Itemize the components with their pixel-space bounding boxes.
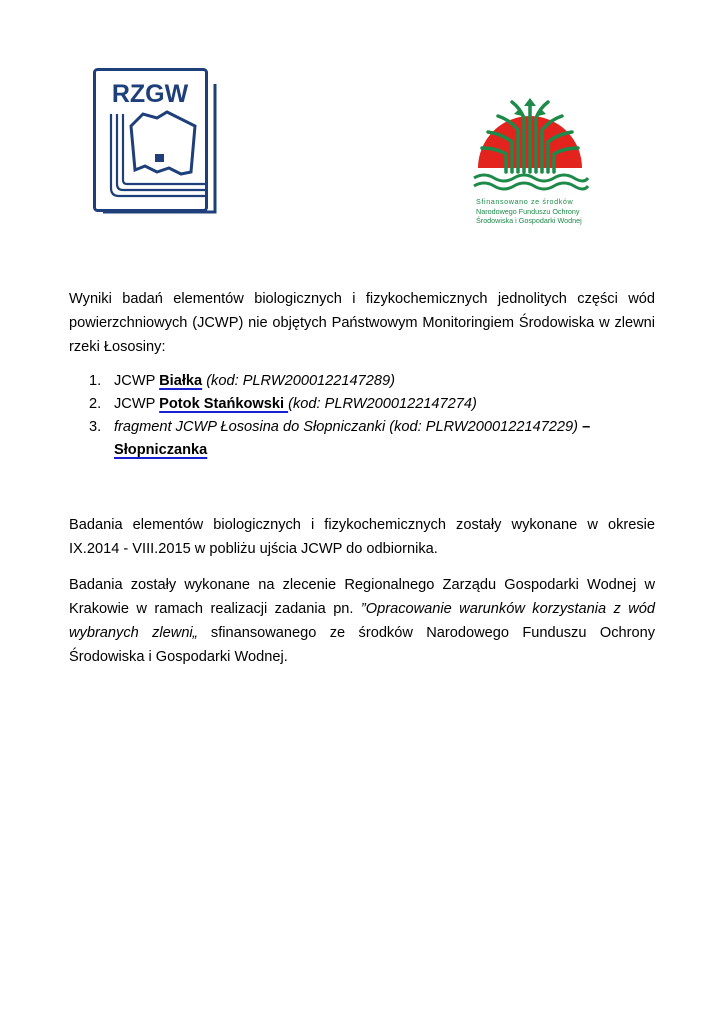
list-item-prefix: JCWP: [114, 373, 160, 389]
intro-paragraph: Wyniki badań elementów biologicznych i fizykochemicznych jednolitych części wód powierzchniowych (JCWP) nie objętych Państwowym Monitoringiem Środowiska w zlewni rzeki Łososiny:: [69, 291, 655, 355]
nfosigw-caption-line: Narodowego Funduszu Ochrony: [476, 206, 580, 216]
jcwp-code: (kod: PLRW2000122147289): [202, 373, 395, 389]
task-title: ”Opracowanie warunków korzystania z wód wybranych zlewni„: [69, 601, 655, 641]
list-item: [89, 416, 649, 462]
dash: –: [582, 419, 591, 435]
nfosigw-caption-line: Sfinansowano ze środków: [476, 197, 574, 206]
list-item: [89, 393, 649, 416]
nfosigw-caption: [476, 197, 606, 226]
jcwp-list: [89, 370, 649, 462]
nfosigw-caption-line: Środowiska i Gospodarki Wodnej: [476, 216, 582, 226]
jcwp-fragment-text: fragment JCWP Łososina do Słopniczanki (kod: PLRW2000122147229): [114, 419, 583, 435]
list-number: 2.: [89, 396, 102, 412]
list-item: [89, 370, 649, 393]
list-number: 3.: [89, 419, 102, 435]
funding-text-start: Badania zostały wykonane na zlecenie Regionalnego Zarządu Gospodarki Wodnej w Krakowie w ramach realizacji zadania pn.: [69, 577, 655, 617]
jcwp-name: Potok Stańkowski: [159, 396, 289, 412]
jcwp-code: (kod: PLRW2000122147274): [288, 396, 477, 412]
rzgw-logo: [93, 68, 219, 218]
list-item-prefix: JCWP: [114, 396, 160, 412]
study-period-paragraph: Badania elementów biologicznych i fizykochemicznych zostały wykonane w okresie IX.2014 - VIII.2015 w pobliżu ujścia JCWP do odbiornika.: [69, 517, 655, 557]
list-number: 1.: [89, 373, 102, 389]
funding-text-end: sfinansowanego ze środków Narodowego Funduszu Ochrony Środowiska i Gospodarki Wodnej.: [69, 625, 655, 665]
jcwp-name: Białka: [159, 373, 203, 389]
rzgw-logo-text: RZGW: [111, 80, 189, 108]
funding-paragraph: [69, 573, 655, 669]
jcwp-name: Słopniczanka: [114, 442, 208, 458]
